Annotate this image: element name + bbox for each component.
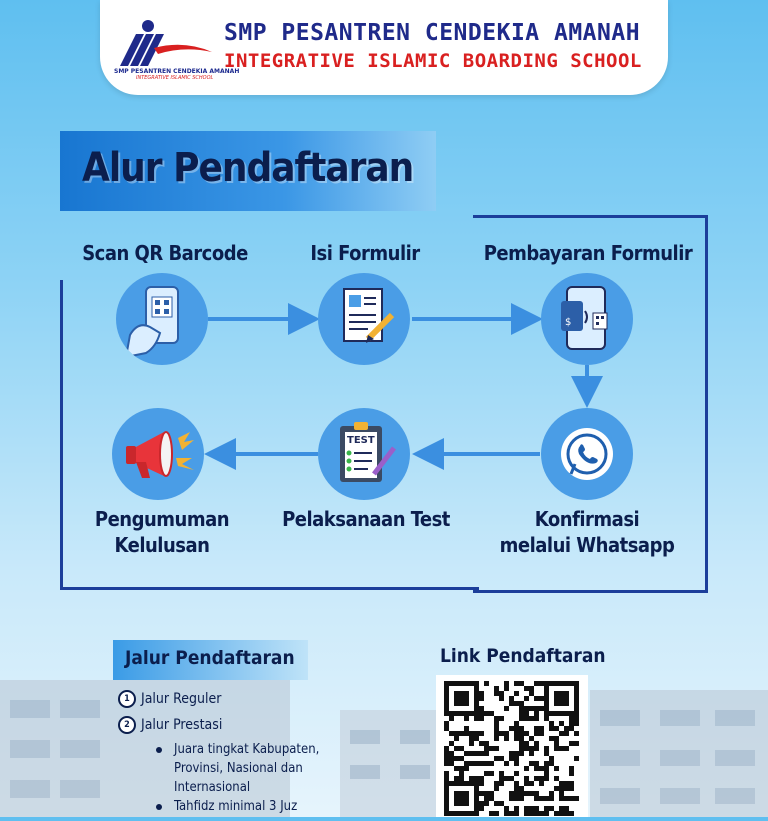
step-4-label-line1: Konfirmasi (534, 507, 640, 531)
flow-title: Alur Pendaftaran (82, 145, 414, 191)
registration-paths-banner (113, 640, 308, 680)
step-5-circle (318, 408, 410, 500)
step-6-label-line1: Pengumuman (94, 507, 230, 531)
qr-code-icon (436, 675, 588, 817)
registration-paths-title: Jalur Pendaftaran (125, 647, 295, 669)
step-4-label (492, 506, 682, 558)
step-3-label: Pembayaran Formulir (483, 241, 693, 265)
registration-path-item-1 (118, 690, 221, 708)
list-item: Juara tingkat Kabupaten, Provinsi, Nasional dan Internasional (152, 740, 319, 797)
logo-caption-tagline: INTEGRATIVE ISLAMIC SCHOOL (136, 75, 214, 81)
step-6-label-line2: Kelulusan (114, 533, 210, 557)
phone-qr-icon (116, 273, 208, 365)
list-item: Tahfidz minimal 3 Juz (152, 797, 319, 816)
school-header (100, 0, 668, 95)
svg-text:$: $ (565, 317, 572, 328)
flow-title-banner (60, 131, 436, 211)
step-2-label: Isi Formulir (310, 241, 420, 265)
number-1-icon: 1 (118, 690, 136, 708)
registration-link-title: Link Pendaftaran (440, 645, 606, 667)
whatsapp-phone-icon (541, 408, 633, 500)
step-2-circle (318, 273, 410, 365)
step-3-circle (541, 273, 633, 365)
megaphone-icon (112, 408, 204, 500)
registration-path-item-2 (118, 716, 222, 734)
step-1-label: Scan QR Barcode (82, 241, 248, 265)
step-6-circle (112, 408, 204, 500)
school-name: SMP PESANTREN CENDEKIA AMANAH (224, 20, 641, 46)
registration-path-label-2: Jalur Prestasi (141, 717, 223, 733)
step-6-label (82, 506, 242, 558)
registration-path-label-1: Jalur Reguler (141, 691, 222, 707)
phone-payment-icon (541, 273, 633, 365)
test-icon-text: TEST (347, 435, 375, 446)
number-2-icon: 2 (118, 716, 136, 734)
logo-caption-school: SMP PESANTREN CENDEKIA AMANAH (114, 68, 240, 75)
step-4-label-line2: melalui Whatsapp (499, 533, 675, 557)
step-1-circle (116, 273, 208, 365)
test-clipboard-icon (318, 408, 410, 500)
step-4-circle (541, 408, 633, 500)
step-5-label: Pelaksanaan Test (282, 507, 450, 531)
school-building-photo (0, 670, 768, 817)
school-tagline: INTEGRATIVE ISLAMIC BOARDING SCHOOL (224, 50, 642, 72)
registration-qr-code[interactable] (436, 675, 588, 817)
form-pen-icon (318, 273, 410, 365)
prestasi-criteria-list (152, 740, 319, 816)
